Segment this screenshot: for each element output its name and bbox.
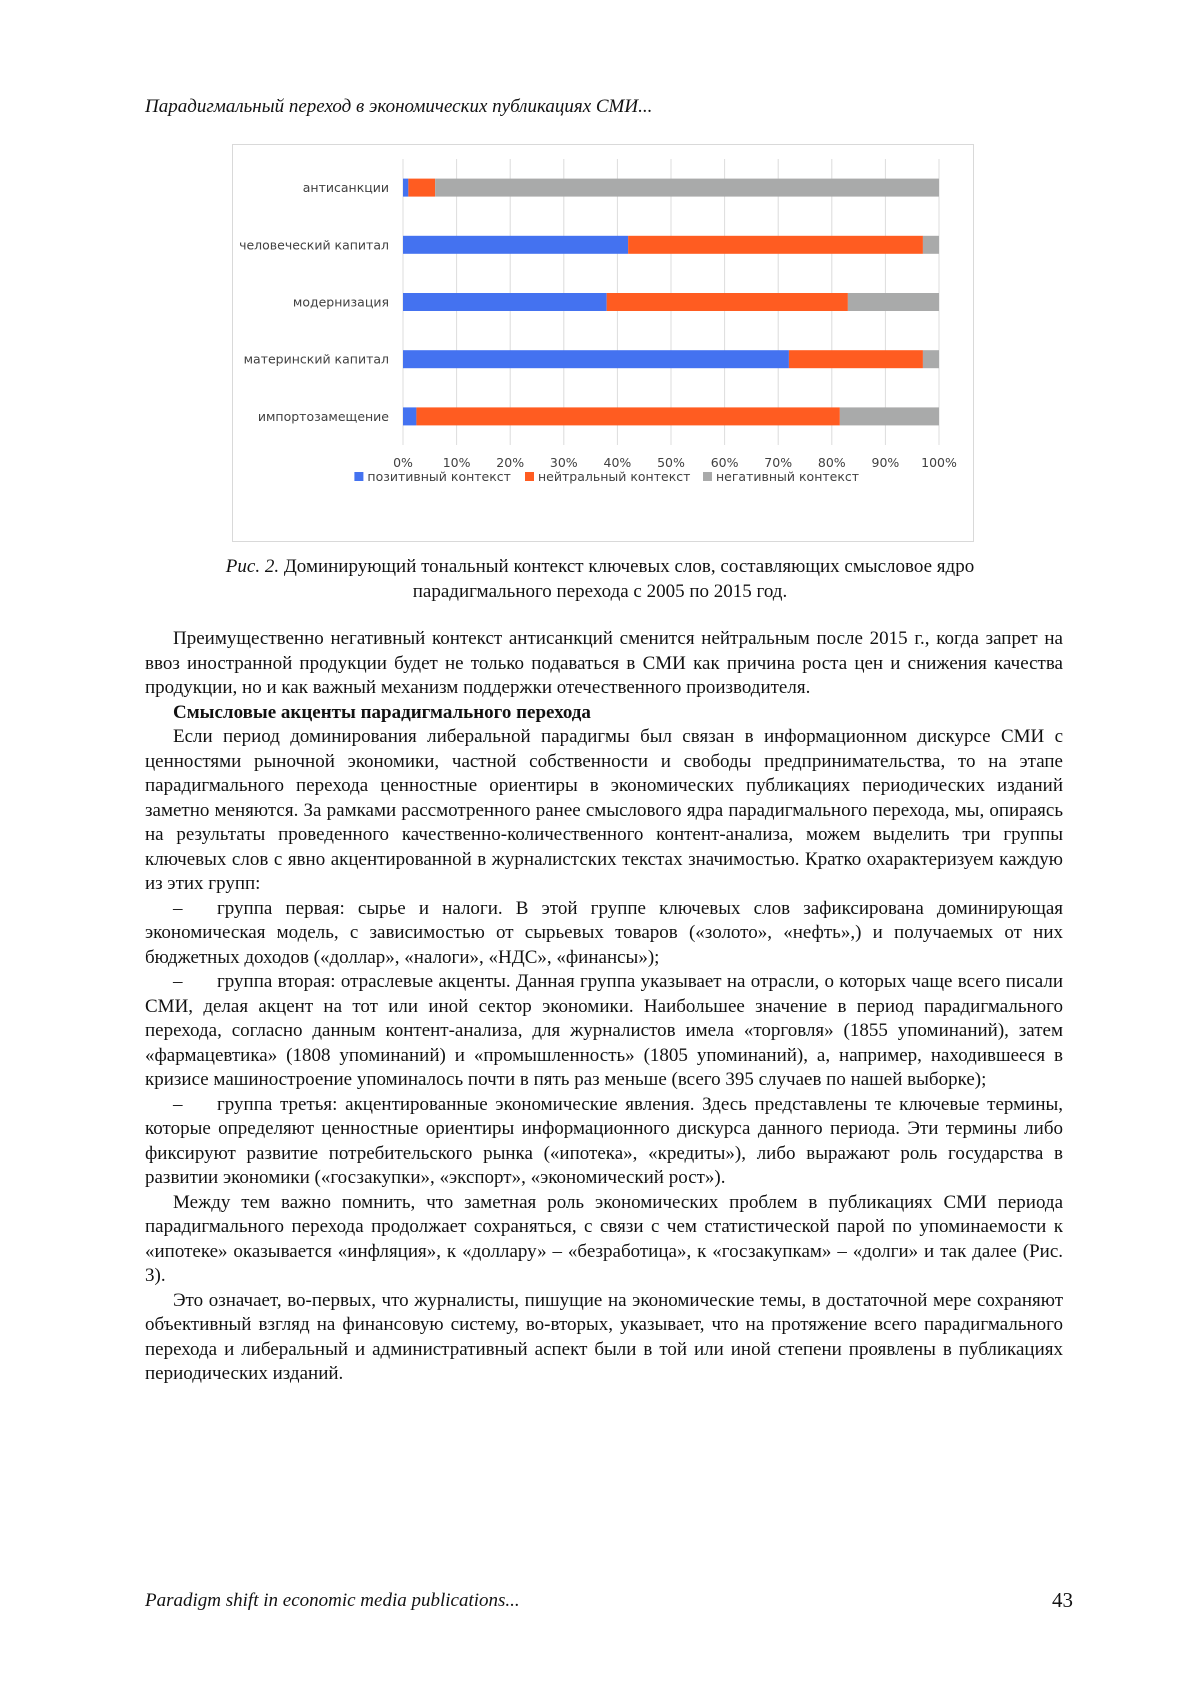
bar-segment (923, 236, 939, 254)
legend-swatch (703, 472, 712, 481)
paragraph-4: Это означает, во-первых, что журналисты, пишущие на экономические темы, в достаточной мере сохраняют объективный взгляд на финансовую систему, во-вторых, указывает, что на протяжение всего парадигмального перехода и либеральный и административный аспект были в той или иной степени проявлены в публикациях периодических изданий. (145, 1289, 1063, 1384)
bar-segment (628, 236, 923, 254)
running-header: Парадигмальный переход в экономических публикациях СМИ... (145, 96, 653, 117)
bar-segment (403, 293, 607, 311)
stacked-bar-chart (232, 144, 974, 542)
legend-label: негативный контекст (716, 469, 860, 484)
legend-label: нейтральный контекст (538, 469, 691, 484)
bar-segment (840, 407, 939, 425)
x-tick-label: 0% (393, 455, 413, 470)
x-tick-label: 100% (921, 455, 957, 470)
x-tick-label: 50% (657, 455, 685, 470)
figure-caption (200, 554, 1000, 604)
article-body (145, 627, 1063, 1387)
figure-caption-text: Доминирующий тональный контекст ключевых слов, составляющих смысловое ядро парадигмального перехода с 2005 по 2015 год. (279, 556, 975, 602)
bar-segment (848, 293, 939, 311)
list-item-text: группа вторая: отраслевые акценты. Данная группа указывает на отрасли, о которых чаще всего писали СМИ, делая акцент на тот или иной сектор экономики. Наибольшее значение в период парадигмального перехода, согласно данным контент-анализа, для журналистов имела «торговля» (1855 упоминаний), затем «фармацевтика» (1808 упоминаний) и «промышленность» (1805 упоминаний), а, например, находившееся в кризисе машиностроение упоминалось почти в пять раз меньше (всего 395 случаев по нашей выборке); (145, 971, 1063, 1090)
y-category-label: человеческий капитал (239, 237, 389, 253)
list-item-text: группа третья: акцентированные экономические явления. Здесь представлены те ключевые термины, которые определяют ценностные ориентиры информационного дискурса данного периода. Эти термины либо фиксируют развитие потребительского рынка («ипотека», «кредиты»), либо выражают роль государства в развитии экономики («госзакупки», «экспорт», «экономический рост»). (145, 1093, 1063, 1188)
x-tick-label: 20% (496, 455, 525, 470)
list-item (145, 1093, 1063, 1191)
x-tick-label: 60% (710, 455, 739, 470)
list-dash: – (173, 1093, 183, 1115)
bar-segment (403, 236, 628, 254)
x-tick-label: 10% (442, 455, 471, 470)
running-footer: Paradigm shift in economic media publications... (145, 1590, 520, 1611)
list-item (145, 970, 1063, 1093)
bar-segment (403, 179, 408, 197)
y-category-label: модернизация (292, 294, 389, 310)
x-tick-label: 70% (764, 455, 793, 470)
paragraph-1: Преимущественно негативный контекст антисанкций сменится нейтральным после 2015 г., когда запрет на ввоз иностранной продукции будет не только подаваться в СМИ как причина роста цен и снижения качества продукции, но и как важный механизм поддержки отечественного производителя. (145, 628, 1063, 698)
legend-swatch (525, 472, 534, 481)
x-tick-label: 40% (603, 455, 632, 470)
x-tick-label: 90% (871, 455, 900, 470)
list-dash: – (173, 897, 183, 919)
y-category-label: антисанкции (302, 180, 389, 196)
list-dash: – (173, 971, 183, 992)
page-number: 43 (1052, 1588, 1073, 1612)
bar-segment (403, 350, 789, 368)
y-category-label: материнский капитал (243, 351, 389, 367)
bar-segment (416, 407, 839, 425)
bar-segment (403, 407, 416, 425)
paragraph-2: Если период доминирования либеральной парадигмы был связан в информационном дискурсе СМИ с ценностями рыночной экономики, частной собственности и свободы предпринимательства, то на этапе парадигмального перехода ценностные ориентиры в экономических публикациях периодических изданий заметно меняются. За рамками рассмотренного ранее смыслового ядра парадигмального перехода, мы, опираясь на результаты проведенного качественно-количественного контент-анализа, можем выделить три группы ключевых слов с явно акцентированной в журналистских текстах значимостью. Кратко охарактеризуем каждую из этих групп: (145, 726, 1063, 894)
paragraph-3: Между тем важно помнить, что заметная роль экономических проблем в публикациях СМИ периода парадигмального перехода продолжает сохраняться, с связи с чем статистической парой по упоминаемости к «ипотеке» оказывается «инфляция», к «доллару» – «безработица», к «госзакупкам» – «долги» и так далее (Рис. 3). (145, 1191, 1063, 1286)
list-item (145, 897, 1063, 971)
section-heading: Смысловые акценты парадигмального перехода (173, 701, 591, 723)
x-tick-label: 80% (817, 455, 846, 470)
x-tick-label: 30% (549, 455, 578, 470)
legend-swatch (354, 472, 363, 481)
bar-segment (408, 179, 435, 197)
y-category-label: импортозамещение (257, 408, 389, 424)
bar-segment (923, 350, 939, 368)
chart-svg (233, 145, 975, 543)
list-item-text: группа первая: сырье и налоги. В этой группе ключевых слов зафиксирована доминирующая экономическая модель, с зависимостью от сырьевых товаров («золото», «нефть»,) и получаемых от них бюджетных доходов («доллар», «налоги», «НДС», «финансы»); (145, 897, 1063, 968)
bar-segment (435, 179, 939, 197)
bar-segment (607, 293, 848, 311)
figure-number: Рис. 2. (225, 556, 280, 577)
legend-label: позитивный контекст (367, 469, 511, 484)
bar-segment (789, 350, 923, 368)
